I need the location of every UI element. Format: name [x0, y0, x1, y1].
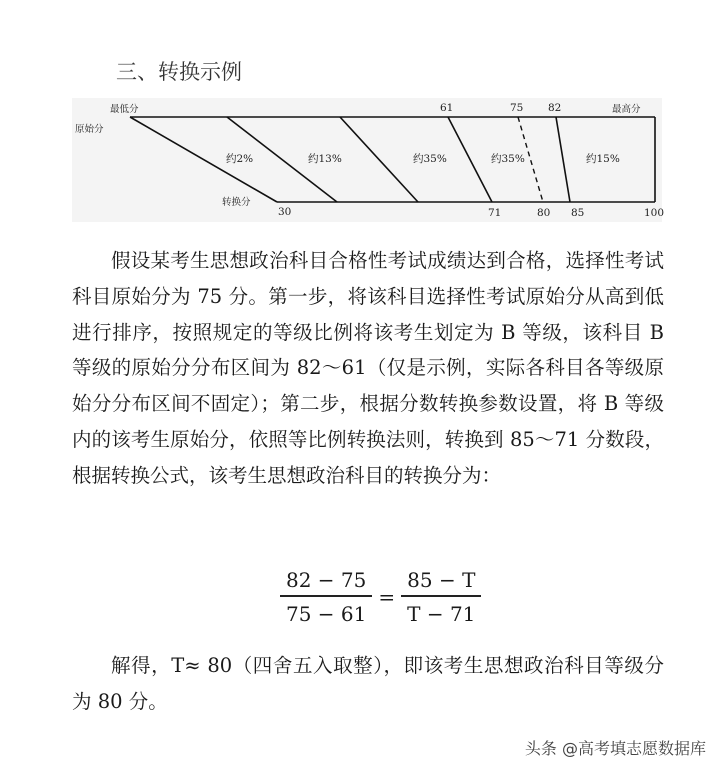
- left-fraction-bar: [280, 595, 372, 597]
- conversion-diagram: [72, 98, 665, 222]
- right-fraction: [401, 568, 481, 626]
- right-denominator: T − 71: [407, 601, 476, 626]
- watermark: 头条 @高考填志愿数据库: [524, 739, 706, 758]
- conversion-diagram-svg: [72, 98, 665, 222]
- percent-label-1: 约2%: [226, 153, 254, 165]
- percent-label-3: 约35%: [413, 153, 447, 165]
- right-numerator: 85 − T: [407, 568, 476, 592]
- left-numerator: 82 − 75: [286, 568, 367, 592]
- divider-1: [130, 117, 277, 202]
- divider-3: [340, 117, 418, 202]
- percent-label-2: 约13%: [308, 153, 342, 165]
- bottom-tick-85: 85: [571, 207, 585, 219]
- conversion-formula: [280, 568, 481, 626]
- section-heading: 三、转换示例: [116, 60, 242, 84]
- bottom-tick-30: 30: [278, 206, 292, 218]
- equals-sign: =: [378, 584, 396, 609]
- top-tick-82: 82: [548, 102, 562, 114]
- bottom-tick-71: 71: [488, 207, 502, 219]
- converted-score-label: 转换分: [222, 197, 251, 208]
- right-fraction-bar: [401, 595, 481, 597]
- bottom-tick-100: 100: [644, 207, 665, 219]
- min-label: 最低分: [110, 104, 139, 115]
- top-tick-61: 61: [440, 102, 454, 114]
- raw-score-label: 原始分: [75, 124, 104, 135]
- left-fraction: [280, 568, 372, 626]
- left-denominator: 75 − 61: [286, 601, 367, 626]
- divider-5: [556, 117, 570, 202]
- top-tick-75: 75: [510, 102, 524, 114]
- divider-4: [448, 117, 492, 202]
- paragraph-result: 解得，T≈ 80（四舍五入取整），即该考生思想政治科目等级分为 80 分。: [72, 654, 664, 713]
- bottom-tick-80: 80: [537, 207, 551, 219]
- percent-label-4: 约35%: [491, 153, 525, 165]
- max-label: 最高分: [612, 104, 641, 115]
- paragraph-example: 假设某考生思想政治科目合格性考试成绩达到合格，选择性考试科目原始分为 75 分。第一步，将该科目选择性考试原始分从高到低进行排序，按照规定的等级比例将该考生划定为 B 等级，该科目 B 等级的原始分分布区间为 82～61（仅是示例，实际各科目各等级原始分分布区间不固定）；第二步，根据分数转换参数设置，将 B 等级内的该考生原始分，依照等比例转换法则，转换到 85～71 分数段，根据转换公式，该考生思想政治科目的转换分为：: [72, 249, 664, 487]
- percent-label-5: 约15%: [586, 153, 620, 165]
